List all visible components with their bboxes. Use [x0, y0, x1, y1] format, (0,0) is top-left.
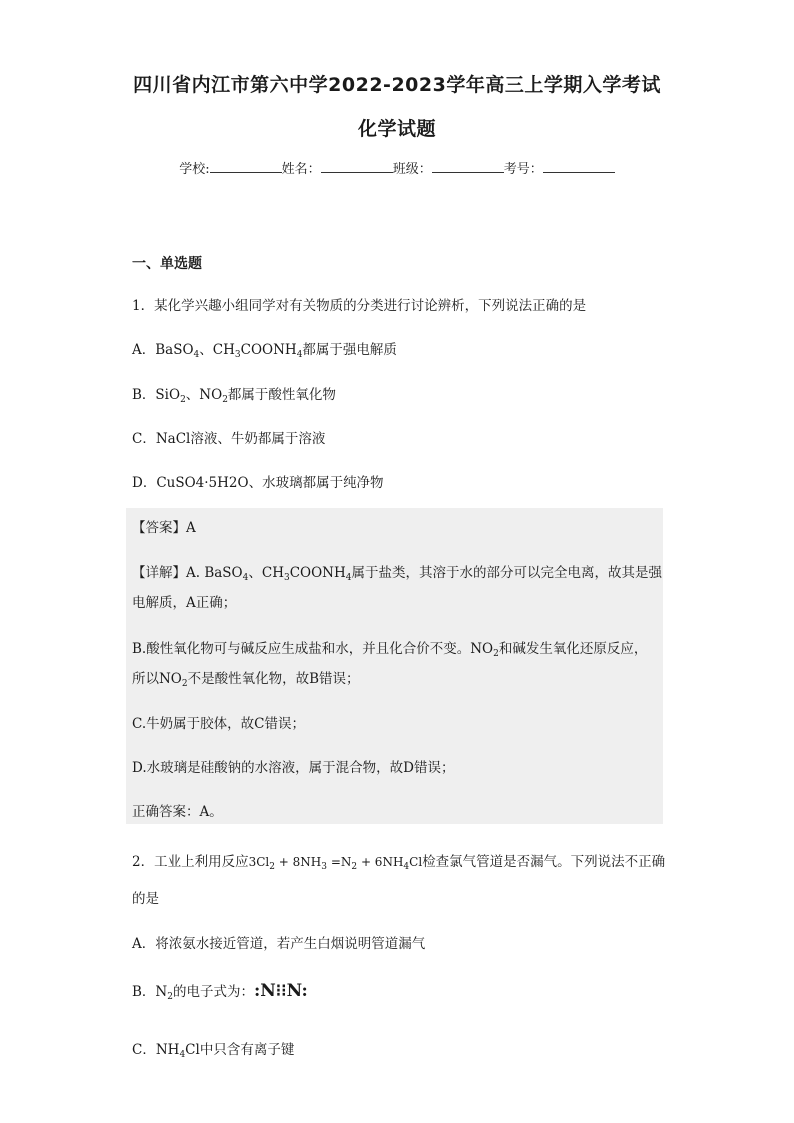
eq-sub: 4 — [403, 862, 410, 872]
page-subtitle: 化学试题 — [357, 118, 436, 140]
eq-part: + 8NH — [274, 855, 322, 869]
q1-b-text: 、NO — [185, 387, 223, 403]
q2-b-text: N — [155, 984, 168, 1000]
q1-a-sub: 4 — [296, 350, 303, 360]
q2-c-text: Cl — [185, 1042, 200, 1058]
q2-stem-line2: 的是 — [132, 891, 159, 907]
q1-a-sub: 3 — [234, 350, 241, 360]
student-info-line — [0, 158, 794, 177]
q1-a-text: A．BaSO — [132, 342, 194, 358]
page-title: 四川省内江市第六中学2022-2023学年高三上学期入学考试 — [133, 74, 661, 96]
name-label: 姓名： — [281, 162, 321, 177]
q2-c-text: C． — [132, 1042, 156, 1058]
q2-b-text: B． — [132, 984, 156, 1000]
q1-a-text: 、CH — [199, 342, 235, 358]
q2-option-b — [132, 980, 308, 1001]
detail-text: 【详解】A. BaSO — [132, 565, 243, 581]
detail-text: COONH — [289, 565, 346, 581]
eq-sub: 2 — [351, 862, 358, 872]
eq-sub: 2 — [269, 862, 275, 872]
detail-text: 所以NO — [132, 671, 182, 687]
q2-option-c — [132, 1038, 294, 1058]
section-heading: 一、单选题 — [132, 256, 202, 272]
q2-c-sub: 4 — [179, 1050, 186, 1060]
q1-b-text: B．SiO — [132, 387, 181, 403]
q1-option-c: C．NaCl溶液、牛奶都属于溶液 — [132, 431, 326, 447]
detail-text: 属于盐类，其溶于水的部分可以完全电离，故其是强 — [351, 565, 662, 581]
q1-b-sub: 2 — [180, 395, 186, 405]
q1-option-d: D．CuSO4·5H2O、水玻璃都属于纯净物 — [132, 475, 384, 491]
q1-b-text: 都属于酸性氧化物 — [227, 387, 336, 403]
q1-detail-line4 — [132, 667, 360, 687]
detail-text: 不是酸性氧化物，故B错误； — [187, 671, 360, 687]
number-blank[interactable] — [543, 160, 615, 173]
detail-text: B.酸性氧化物可与碱反应生成盐和水，并且化合价不变。NO — [132, 641, 494, 657]
detail-text: 、CH — [248, 565, 284, 581]
q1-detail-line1 — [132, 561, 662, 581]
eq-sub: 3 — [321, 862, 328, 872]
q1-option-a — [132, 338, 397, 358]
detail-sub: 4 — [345, 573, 352, 583]
detail-text: 和碱发生氧化还原反应， — [498, 641, 648, 657]
q1-answer: 【答案】A — [132, 520, 196, 536]
eq-part: Cl — [409, 855, 423, 869]
q2-b-text: 的电子式为： — [172, 984, 254, 1000]
school-blank[interactable] — [210, 160, 282, 173]
number-label: 考号： — [503, 162, 543, 177]
q1-detail-line7: 正确答案：A。 — [132, 804, 223, 820]
answer-block — [126, 508, 663, 824]
eq-part: 3Cl — [248, 855, 270, 869]
q2-option-a: A．将浓氨水接近管道，若产生白烟说明管道漏气 — [132, 936, 426, 952]
q1-a-sub: 4 — [193, 350, 200, 360]
q2-b-sub: 2 — [167, 992, 173, 1002]
q1-detail-line3 — [132, 637, 647, 657]
q1-stem: 1．某化学兴趣小组同学对有关物质的分类进行讨论辨析，下列说法正确的是 — [132, 298, 587, 314]
electron-formula: :N⁝⁝N: — [253, 981, 308, 1001]
q2-c-text: NH — [155, 1042, 180, 1058]
q1-a-text: 都属于强电解质 — [302, 342, 397, 358]
q2-stem-text: 2．工业上利用反应 — [132, 854, 249, 870]
q1-b-sub: 2 — [222, 395, 228, 405]
detail-sub: 3 — [283, 573, 290, 583]
q1-a-text: COONH — [240, 342, 297, 358]
detail-sub: 2 — [181, 679, 188, 689]
q1-detail-line5: C.牛奶属于胶体，故C错误； — [132, 716, 305, 732]
q2-equation — [248, 855, 423, 872]
q2-c-text: 中只含有离子键 — [199, 1042, 295, 1058]
class-blank[interactable] — [432, 160, 504, 173]
eq-part: + 6NH — [357, 855, 404, 869]
q1-option-b — [132, 383, 336, 403]
class-label: 班级： — [392, 162, 432, 177]
q1-detail-line2: 电解质，A正确； — [132, 595, 237, 611]
eq-part: =N — [327, 855, 352, 869]
q2-stem-text: 检查氯气管道是否漏气。下列说法不正确 — [422, 854, 666, 870]
detail-sub: 2 — [493, 649, 499, 659]
q1-detail-line6: D.水玻璃是硅酸钠的水溶液，属于混合物，故D错误； — [132, 760, 455, 776]
q2-stem — [132, 850, 665, 870]
detail-sub: 4 — [242, 573, 249, 583]
school-label: 学校: — [179, 162, 210, 177]
name-blank[interactable] — [321, 160, 393, 173]
